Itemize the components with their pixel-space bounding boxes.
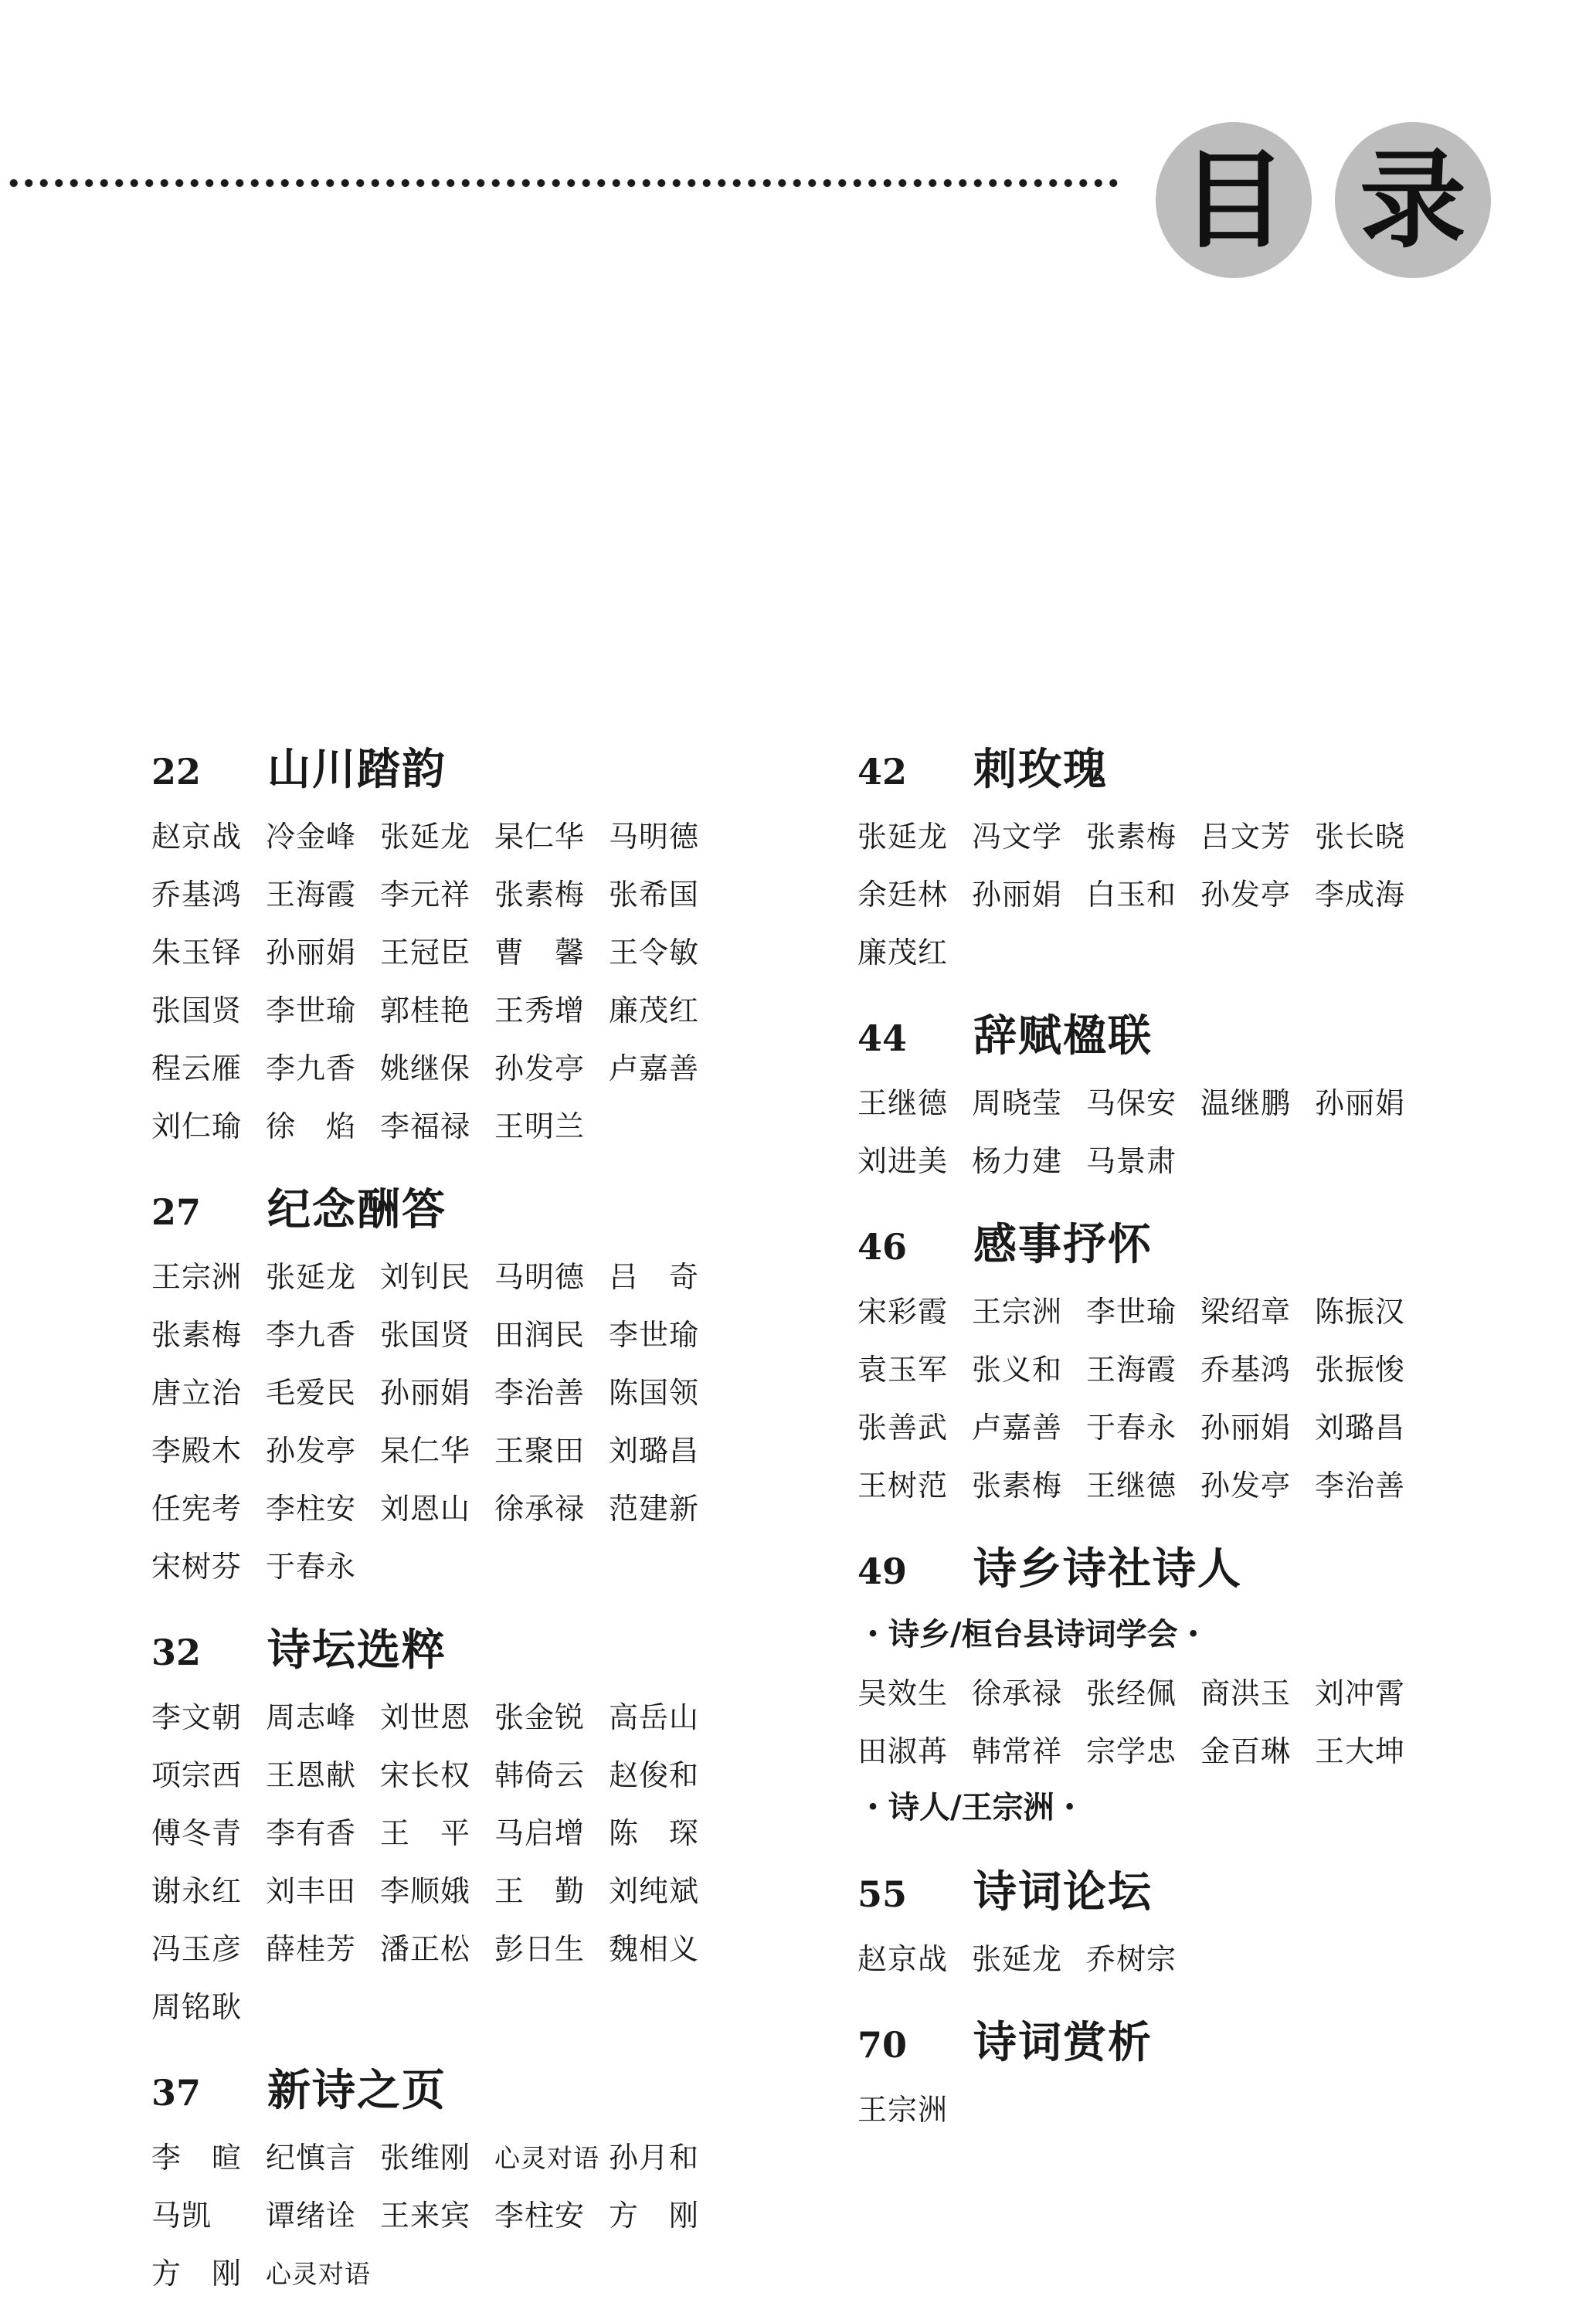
author-name: 李治善 bbox=[1315, 1469, 1406, 1503]
author-name: 田淑苒 bbox=[857, 1734, 949, 1768]
author-name: 王明兰 bbox=[494, 1109, 586, 1143]
author-name: 张素梅 bbox=[151, 1318, 243, 1352]
author-name: 白玉和 bbox=[1086, 878, 1177, 912]
author-name: 高岳山 bbox=[609, 1700, 700, 1734]
author-name: 李 暄 bbox=[151, 2141, 243, 2175]
author-name: 任宪考 bbox=[151, 1492, 243, 1526]
toc-section bbox=[857, 1858, 1537, 1988]
author-name: 宗学忠 bbox=[1086, 1734, 1177, 1768]
section-title: 刺玫瑰 bbox=[973, 744, 1108, 795]
author-name: 马保安 bbox=[1086, 1086, 1177, 1120]
author-name: 姚继保 bbox=[380, 1051, 471, 1085]
author-name: 唐立治 bbox=[151, 1376, 243, 1410]
author-name: 朱玉铎 bbox=[151, 936, 243, 970]
author-name: 韩常祥 bbox=[972, 1734, 1063, 1768]
author-name: 王聚田 bbox=[494, 1434, 586, 1468]
author-name: 周晓莹 bbox=[972, 1086, 1063, 1120]
author-name: 王秀增 bbox=[494, 993, 586, 1027]
section-title: 新诗之页 bbox=[267, 2065, 447, 2116]
section-page-number: 37 bbox=[151, 2072, 202, 2114]
author-name: 项宗西 bbox=[151, 1758, 243, 1792]
author-name: 彭日生 bbox=[494, 1932, 586, 1966]
author-name: 田润民 bbox=[494, 1318, 586, 1352]
author-name: 孙丽娟 bbox=[1315, 1086, 1406, 1120]
author-name: 张素梅 bbox=[972, 1469, 1063, 1503]
author-name: 张延龙 bbox=[972, 1942, 1063, 1976]
section-page-number: 27 bbox=[151, 1191, 202, 1233]
title-char-circle bbox=[1335, 122, 1491, 278]
section-heading[interactable] bbox=[151, 2056, 831, 2116]
author-name: 陈国领 bbox=[609, 1376, 700, 1410]
author-name: 王来宾 bbox=[380, 2199, 471, 2233]
author-name: 李成海 bbox=[1315, 878, 1406, 912]
author-name: 孙发亭 bbox=[1200, 878, 1292, 912]
toc-right-column bbox=[857, 735, 1537, 2159]
author-name: 孙丽娟 bbox=[972, 878, 1063, 912]
section-page-number: 42 bbox=[857, 751, 908, 793]
author-name: 孙发亭 bbox=[1200, 1469, 1292, 1503]
author-name: 王令敏 bbox=[609, 936, 700, 970]
author-name: 刘璐昌 bbox=[609, 1434, 700, 1468]
section-heading[interactable] bbox=[857, 1211, 1537, 1270]
author-name: 王继德 bbox=[857, 1086, 949, 1120]
author-name: 王 平 bbox=[380, 1816, 471, 1850]
author-name: 谭绪诠 bbox=[266, 2199, 357, 2233]
section-page-number: 55 bbox=[857, 1873, 908, 1915]
author-name: 吕文芳 bbox=[1200, 820, 1292, 854]
author-name: 王继德 bbox=[1086, 1469, 1177, 1503]
section-heading[interactable] bbox=[151, 735, 831, 795]
author-name: 李治善 bbox=[494, 1376, 586, 1410]
toc-section bbox=[857, 1211, 1537, 1515]
section-heading[interactable] bbox=[857, 2009, 1537, 2068]
author-name: 张延龙 bbox=[857, 820, 949, 854]
author-name: 张经佩 bbox=[1086, 1676, 1177, 1710]
author-name: 金百琳 bbox=[1200, 1734, 1292, 1768]
author-name: 宋彩霞 bbox=[857, 1295, 949, 1329]
section-page-number: 46 bbox=[857, 1226, 908, 1268]
author-name: 吴效生 bbox=[857, 1676, 949, 1710]
toc-section bbox=[857, 735, 1537, 982]
section-heading[interactable] bbox=[857, 1858, 1537, 1917]
author-name: 王冠臣 bbox=[380, 936, 471, 970]
author-name: 王 勤 bbox=[494, 1874, 586, 1908]
author-name: 张振悛 bbox=[1315, 1353, 1406, 1387]
author-name: 心灵对语 bbox=[494, 2143, 599, 2173]
section-title: 诗坛选粹 bbox=[267, 1625, 447, 1676]
section-heading[interactable] bbox=[151, 1176, 831, 1235]
title-char-circle bbox=[1156, 122, 1312, 278]
author-list bbox=[857, 1665, 1537, 1781]
author-name: 傅冬青 bbox=[151, 1816, 243, 1850]
title-char: 录 bbox=[1359, 137, 1466, 263]
subsection-heading: ・诗人/王宗洲・ bbox=[857, 1789, 1085, 1825]
author-name: 张国贤 bbox=[380, 1318, 471, 1352]
author-name: 张义和 bbox=[972, 1353, 1063, 1387]
author-name: 徐承禄 bbox=[972, 1676, 1063, 1710]
author-name: 潘正松 bbox=[380, 1932, 471, 1966]
author-name: 王大坤 bbox=[1315, 1734, 1406, 1768]
section-title: 纪念酬答 bbox=[267, 1184, 447, 1235]
toc-section bbox=[151, 735, 831, 1156]
section-title: 诗词论坛 bbox=[973, 1866, 1153, 1917]
section-page-number: 22 bbox=[151, 751, 202, 793]
author-name: 王海霞 bbox=[266, 878, 357, 912]
author-list bbox=[857, 1283, 1537, 1515]
author-name: 张素梅 bbox=[494, 878, 586, 912]
author-name: 杲仁华 bbox=[494, 820, 586, 854]
author-name: 马启增 bbox=[494, 1816, 586, 1850]
author-list bbox=[151, 1689, 831, 2036]
author-name: 徐承禄 bbox=[494, 1492, 586, 1526]
author-name: 赵俊和 bbox=[609, 1758, 700, 1792]
author-name: 张国贤 bbox=[151, 993, 243, 1027]
author-list bbox=[857, 1075, 1537, 1190]
section-heading[interactable] bbox=[151, 1616, 831, 1676]
author-name: 孙丽娟 bbox=[1200, 1411, 1292, 1445]
author-name: 马凯 bbox=[151, 2199, 212, 2233]
section-page-number: 70 bbox=[857, 2024, 908, 2066]
section-title: 诗词赏析 bbox=[973, 2017, 1153, 2068]
author-name: 孙丽娟 bbox=[266, 936, 357, 970]
author-list bbox=[857, 1931, 1537, 1988]
author-name: 吕 奇 bbox=[609, 1260, 700, 1294]
author-name: 张延龙 bbox=[380, 820, 471, 854]
author-list bbox=[151, 1248, 831, 1596]
author-name: 孙发亭 bbox=[266, 1434, 357, 1468]
author-name: 心灵对语 bbox=[266, 2259, 371, 2289]
author-name: 卢嘉善 bbox=[609, 1051, 700, 1085]
author-name: 李柱安 bbox=[266, 1492, 357, 1526]
author-name: 张维刚 bbox=[380, 2141, 471, 2175]
author-name: 李九香 bbox=[266, 1051, 357, 1085]
author-list bbox=[857, 2081, 1537, 2139]
author-name: 刘纯斌 bbox=[609, 1874, 700, 1908]
toc-section bbox=[151, 1176, 831, 1596]
author-name: 廉茂红 bbox=[857, 936, 949, 970]
author-name: 魏相义 bbox=[609, 1932, 700, 1966]
subsection-heading: ・诗乡/桓台县诗词学会・ bbox=[857, 1616, 1209, 1652]
author-name: 杲仁华 bbox=[380, 1434, 471, 1468]
author-list bbox=[151, 2129, 831, 2303]
author-name: 纪慎言 bbox=[266, 2141, 357, 2175]
author-name: 温继鹏 bbox=[1200, 1086, 1292, 1120]
section-heading[interactable] bbox=[857, 1535, 1537, 1595]
author-name: 刘钊民 bbox=[380, 1260, 471, 1294]
author-name: 孙发亭 bbox=[494, 1051, 586, 1085]
author-name: 王宗洲 bbox=[972, 1295, 1063, 1329]
author-name: 冯玉彦 bbox=[151, 1932, 243, 1966]
author-name: 陈振汉 bbox=[1315, 1295, 1406, 1329]
author-name: 张金锐 bbox=[494, 1700, 586, 1734]
author-name: 刘丰田 bbox=[266, 1874, 357, 1908]
author-name: 赵京战 bbox=[151, 820, 243, 854]
author-name: 谢永红 bbox=[151, 1874, 243, 1908]
author-name: 王宗洲 bbox=[151, 1260, 243, 1294]
author-name: 薛桂芳 bbox=[266, 1932, 357, 1966]
author-name: 李福禄 bbox=[380, 1109, 471, 1143]
author-name: 李文朝 bbox=[151, 1700, 243, 1734]
toc-left-column bbox=[151, 735, 831, 2323]
author-name: 孙月和 bbox=[609, 2141, 700, 2175]
author-name: 商洪玉 bbox=[1200, 1676, 1292, 1710]
toc-section bbox=[857, 1535, 1537, 1838]
author-name: 余廷林 bbox=[857, 878, 949, 912]
author-name: 李世瑜 bbox=[1086, 1295, 1177, 1329]
author-name: 王树范 bbox=[857, 1469, 949, 1503]
toc-section bbox=[151, 1616, 831, 2036]
author-name: 刘冲霄 bbox=[1315, 1676, 1406, 1710]
author-name: 于春永 bbox=[266, 1550, 357, 1584]
author-name: 刘璐昌 bbox=[1315, 1411, 1406, 1445]
toc-section bbox=[151, 2056, 831, 2303]
author-name: 李柱安 bbox=[494, 2199, 586, 2233]
author-name: 王宗洲 bbox=[857, 2093, 949, 2127]
title-char: 目 bbox=[1180, 137, 1287, 263]
author-name: 马明德 bbox=[609, 820, 700, 854]
author-name: 赵京战 bbox=[857, 1942, 949, 1976]
author-name: 李九香 bbox=[266, 1318, 357, 1352]
author-name: 张善武 bbox=[857, 1411, 949, 1445]
author-name: 王海霞 bbox=[1086, 1353, 1177, 1387]
section-title: 辞赋楹联 bbox=[973, 1010, 1153, 1061]
author-name: 马明德 bbox=[494, 1260, 586, 1294]
section-heading[interactable] bbox=[857, 1002, 1537, 1061]
author-name: 宋树芬 bbox=[151, 1550, 243, 1584]
section-title: 感事抒怀 bbox=[973, 1219, 1153, 1270]
author-name: 宋长权 bbox=[380, 1758, 471, 1792]
author-name: 乔基鸿 bbox=[1200, 1353, 1292, 1387]
author-name: 张延龙 bbox=[266, 1260, 357, 1294]
author-name: 刘进美 bbox=[857, 1144, 949, 1178]
author-name: 曹 馨 bbox=[494, 936, 586, 970]
author-name: 梁绍章 bbox=[1200, 1295, 1292, 1329]
author-list bbox=[151, 808, 831, 1156]
author-name: 袁玉军 bbox=[857, 1353, 949, 1387]
author-name: 刘世恩 bbox=[380, 1700, 471, 1734]
toc-section bbox=[857, 2009, 1537, 2139]
section-page-number: 49 bbox=[857, 1550, 908, 1592]
author-name: 刘仁瑜 bbox=[151, 1109, 243, 1143]
dotted-leader-line bbox=[6, 178, 1119, 188]
author-name: 陈 琛 bbox=[609, 1816, 700, 1850]
author-name: 乔基鸿 bbox=[151, 878, 243, 912]
author-name: 李顺娥 bbox=[380, 1874, 471, 1908]
author-name: 李有香 bbox=[266, 1816, 357, 1850]
author-name: 徐 焰 bbox=[266, 1109, 357, 1143]
author-name: 于春永 bbox=[1086, 1411, 1177, 1445]
author-name: 孙丽娟 bbox=[380, 1376, 471, 1410]
section-heading[interactable] bbox=[857, 735, 1537, 795]
author-name: 李世瑜 bbox=[609, 1318, 700, 1352]
author-name: 程云雁 bbox=[151, 1051, 243, 1085]
author-name: 张长晓 bbox=[1315, 820, 1406, 854]
author-name: 韩倚云 bbox=[494, 1758, 586, 1792]
author-name: 卢嘉善 bbox=[972, 1411, 1063, 1445]
author-name: 冯文学 bbox=[972, 820, 1063, 854]
author-name: 张希国 bbox=[609, 878, 700, 912]
author-name: 周铭耿 bbox=[151, 1990, 243, 2024]
author-name: 方 刚 bbox=[609, 2199, 700, 2233]
author-list bbox=[857, 808, 1537, 982]
author-name: 王恩献 bbox=[266, 1758, 357, 1792]
author-name: 李殿木 bbox=[151, 1434, 243, 1468]
author-name: 李世瑜 bbox=[266, 993, 357, 1027]
author-name: 杨力建 bbox=[972, 1144, 1063, 1178]
toc-section bbox=[857, 1002, 1537, 1190]
author-name: 郭桂艳 bbox=[380, 993, 471, 1027]
author-name: 刘恩山 bbox=[380, 1492, 471, 1526]
author-name: 方 刚 bbox=[151, 2257, 243, 2291]
author-name: 周志峰 bbox=[266, 1700, 357, 1734]
author-name: 廉茂红 bbox=[609, 993, 700, 1027]
author-name: 乔树宗 bbox=[1086, 1942, 1177, 1976]
author-name: 马景肃 bbox=[1086, 1144, 1177, 1178]
section-title: 诗乡诗社诗人 bbox=[973, 1544, 1242, 1595]
author-name: 范建新 bbox=[609, 1492, 700, 1526]
author-name: 张素梅 bbox=[1086, 820, 1177, 854]
section-page-number: 32 bbox=[151, 1632, 202, 1673]
section-title: 山川踏韵 bbox=[267, 744, 447, 795]
section-page-number: 44 bbox=[857, 1017, 908, 1059]
author-name: 李元祥 bbox=[380, 878, 471, 912]
author-name: 毛爱民 bbox=[266, 1376, 357, 1410]
author-name: 冷金峰 bbox=[266, 820, 357, 854]
